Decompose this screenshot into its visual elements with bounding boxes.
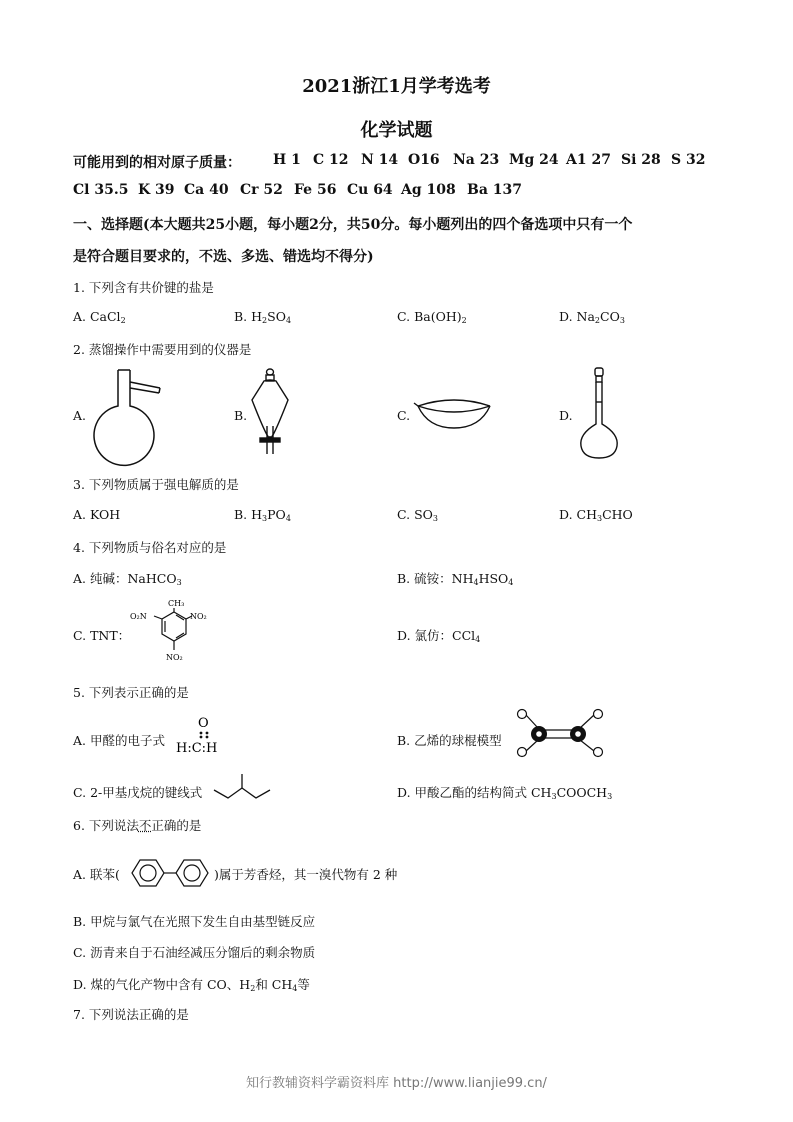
section-heading-line1: 一、选择题(本大题共25小题，每小题2分，共50分。每小题列出的四个备选项中只有一个 [73,217,633,233]
q5-option-c: C. 2-甲基戊烷的键线式 [73,785,203,800]
atomic-mass-n: N 14 [361,152,399,168]
section-heading-line2: 是符合题目要求的，不选、多选、错选均不得分) [73,249,374,265]
formaldehyde-hch-label: H:C:H [176,741,218,756]
q6-option-d: D. 煤的气化产物中含有 CO、$H_2$和 $CH_4$等 [73,977,310,993]
atomic-mass-ba: Ba 137 [467,182,523,198]
atomic-mass-o: O16 [408,152,440,168]
evaporating-dish-image [414,396,494,432]
atomic-mass-si: Si 28 [621,152,661,168]
page-subtitle: 化学试题 [360,120,433,141]
q5-stem: 5. 下列表示正确的是 [73,685,189,700]
atomic-mass-c: C 12 [313,152,349,168]
separatory-funnel-image [250,366,290,458]
q3-option-a: A. KOH [73,507,121,522]
atomic-mass-h: H 1 [273,152,301,168]
atomic-mass-s: S 32 [671,152,706,168]
atomic-mass-ca: Ca 40 [184,182,229,198]
volumetric-flask-image [575,366,625,460]
q4-option-c: C. TNT： [73,628,131,643]
q6-option-b: B. 甲烷与氯气在光照下发生自由基型链反应 [73,914,316,929]
q4-option-b: B. 硫铵：$NH_4HSO_4$ [397,571,514,587]
tnt-structure-image [128,598,218,668]
q1-option-a: A. CaCl$_2$ [73,309,126,325]
methylpentane-skeletal-formula [212,772,276,802]
q6-option-c: C. 沥青来自于石油经减压分馏后的剩余物质 [73,945,316,960]
atomic-mass-fe: Fe 56 [294,182,337,198]
q3-option-c: C. $SO_3$ [397,507,438,523]
biphenyl-structure-image [128,856,212,890]
q1-option-d: D. $Na_2CO_3$ [559,309,625,325]
formaldehyde-o-label: O [198,716,209,731]
tnt-no2-right-label: NO₂ [190,612,207,621]
q4-stem: 4. 下列物质与俗名对应的是 [73,540,227,555]
q5-option-d: D. 甲酸乙酯的结构简式 $CH_3COOCH_3$ [397,785,613,801]
atomic-mass-ag: Ag 108 [401,182,456,198]
ethylene-ball-stick-model [512,708,608,758]
atomic-mass-mg: Mg 24 [509,152,559,168]
q4-option-a: A. 纯碱：NaHCO$_3$ [73,571,182,587]
atomic-mass-cu: Cu 64 [347,182,393,198]
formaldehyde-electron-formula [176,714,240,756]
q3-option-b: B. $H_3PO_4$ [234,507,291,523]
q6-stem: 6. 下列说法不正确的是 [73,818,202,833]
page-title: 2021浙江1月学考选考 [302,76,491,97]
tnt-no2-bottom-label: NO₂ [166,653,183,662]
q6-option-a-prefix: A. 联苯( [73,867,120,882]
q3-option-d: D. $CH_3CHO$ [559,507,633,523]
atomic-mass-cr: Cr 52 [240,182,283,198]
q6-option-a-suffix: )属于芳香烃，其一溴代物有 2 种 [214,867,398,882]
q5-option-b: B. 乙烯的球棍模型 [397,733,502,748]
tnt-ch3-label: CH₃ [168,599,185,608]
atomic-mass-al: A1 27 [566,152,611,168]
tnt-no2-left-label: O₂N [130,612,147,621]
atomic-mass-label: 可能用到的相对原子质量： [73,155,241,171]
q2-option-c: C. [397,408,411,423]
q1-option-b: B. $H_2SO_4$ [234,309,292,325]
atomic-mass-cl: Cl 35.5 [73,182,129,198]
distillation-flask-image [88,366,168,458]
q5-option-a: A. 甲醛的电子式 [73,733,165,748]
q1-option-c: C. $Ba(OH)_2$ [397,309,467,325]
q3-stem: 3. 下列物质属于强电解质的是 [73,477,239,492]
atomic-mass-k: K 39 [138,182,175,198]
q4-option-d: D. 氯仿：CCl$_4$ [397,628,481,644]
q7-stem: 7. 下列说法正确的是 [73,1007,189,1022]
q2-option-d: D. [559,408,573,423]
footer-watermark: 知行教辅资料学霸资料库 http://www.lianjie99.cn/ [246,1076,547,1091]
q2-option-b: B. [234,408,248,423]
atomic-mass-na: Na 23 [453,152,500,168]
q1-stem: 1. 下列含有共价键的盐是 [73,280,214,295]
q2-stem: 2. 蒸馏操作中需要用到的仪器是 [73,342,252,357]
q2-option-a: A. [73,408,87,423]
